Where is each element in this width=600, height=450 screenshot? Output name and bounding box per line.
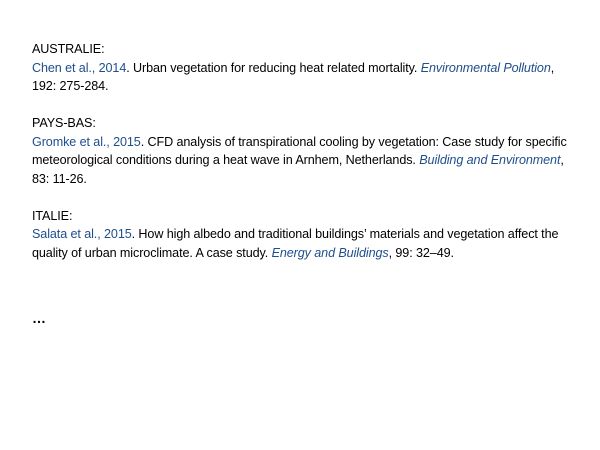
country-heading: ITALIE: — [32, 208, 73, 223]
reference-author: Gromke et al., 2015 — [32, 134, 141, 149]
reference-text — [32, 133, 577, 189]
reference-text — [32, 225, 577, 262]
country-heading: PAYS-BAS: — [32, 116, 96, 130]
reference-text — [32, 59, 577, 96]
reference-italy — [32, 207, 577, 263]
reference-journal: Building and Environment — [419, 153, 561, 167]
more-ellipsis: … — [32, 310, 47, 326]
reference-details: , 83: 11-26. — [32, 153, 564, 186]
reference-details: , 99: 32–49. — [388, 245, 454, 260]
reference-details: , 192: 275-284. — [32, 60, 555, 93]
country-heading: AUSTRALIE: — [32, 42, 105, 56]
references-list — [32, 40, 577, 281]
reference-author: Salata et al., 2015 — [32, 227, 132, 241]
reference-journal: Environmental Pollution — [420, 60, 551, 75]
reference-title: . How high albedo and traditional buildings’ materials and vegetation affect the quality of urban microclimate. A case study. — [32, 227, 559, 260]
reference-netherlands — [32, 114, 577, 188]
reference-author: Chen et al., 2014 — [32, 60, 127, 75]
reference-title: . CFD analysis of transpirational cooling by vegetation: Case study for specific meteorological conditions during a heat wave in Arnhem, Netherlands. — [32, 134, 567, 167]
reference-title: . Urban vegetation for reducing heat related mortality. — [126, 60, 421, 75]
reference-australia — [32, 40, 577, 96]
reference-journal: Energy and Buildings — [271, 245, 389, 260]
